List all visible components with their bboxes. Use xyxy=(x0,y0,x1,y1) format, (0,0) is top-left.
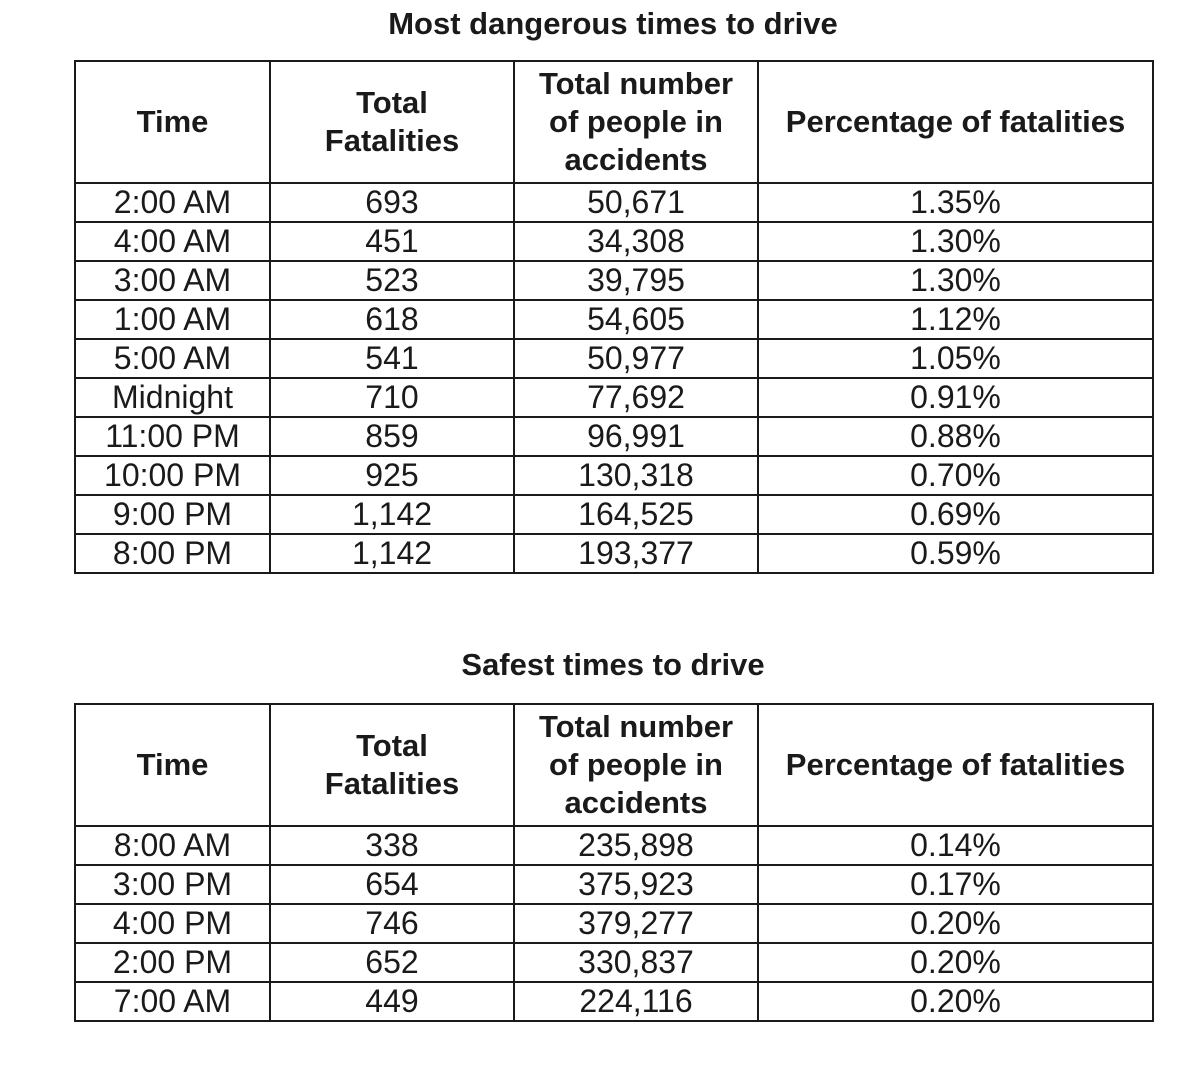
table-row xyxy=(75,339,1153,378)
table-row xyxy=(75,865,1153,904)
table-row xyxy=(75,904,1153,943)
cell-total-people: 77,692 xyxy=(514,378,758,417)
table-row xyxy=(75,456,1153,495)
cell-percentage: 0.20% xyxy=(758,943,1153,982)
cell-total-people: 235,898 xyxy=(514,826,758,865)
column-header-percentage: Percentage of fatalities xyxy=(758,704,1153,826)
table-header-row xyxy=(75,61,1153,183)
table-row xyxy=(75,183,1153,222)
cell-total-fatalities: 541 xyxy=(270,339,514,378)
cell-percentage: 0.70% xyxy=(758,456,1153,495)
column-header-time: Time xyxy=(75,61,270,183)
table-header-row xyxy=(75,704,1153,826)
cell-percentage: 1.30% xyxy=(758,222,1153,261)
table-row xyxy=(75,826,1153,865)
table-row xyxy=(75,300,1153,339)
table-row xyxy=(75,982,1153,1021)
cell-total-fatalities: 859 xyxy=(270,417,514,456)
cell-total-fatalities: 693 xyxy=(270,183,514,222)
cell-percentage: 0.17% xyxy=(758,865,1153,904)
column-header-percentage: Percentage of fatalities xyxy=(758,61,1153,183)
cell-time: 4:00 PM xyxy=(75,904,270,943)
cell-total-people: 96,991 xyxy=(514,417,758,456)
cell-time: 5:00 AM xyxy=(75,339,270,378)
cell-total-people: 34,308 xyxy=(514,222,758,261)
table-row xyxy=(75,261,1153,300)
column-header-total-people: Total number of people in accidents xyxy=(514,704,758,826)
cell-percentage: 1.35% xyxy=(758,183,1153,222)
safest-table-title: Safest times to drive xyxy=(461,647,765,682)
cell-total-people: 193,377 xyxy=(514,534,758,573)
cell-total-people: 379,277 xyxy=(514,904,758,943)
cell-time: Midnight xyxy=(75,378,270,417)
table-row xyxy=(75,495,1153,534)
table-row xyxy=(75,222,1153,261)
cell-total-people: 130,318 xyxy=(514,456,758,495)
cell-time: 9:00 PM xyxy=(75,495,270,534)
table-row xyxy=(75,417,1153,456)
cell-total-fatalities: 654 xyxy=(270,865,514,904)
cell-time: 3:00 PM xyxy=(75,865,270,904)
dangerous-table-title: Most dangerous times to drive xyxy=(388,6,838,41)
cell-total-fatalities: 710 xyxy=(270,378,514,417)
column-header-total-people: Total number of people in accidents xyxy=(514,61,758,183)
cell-total-fatalities: 1,142 xyxy=(270,534,514,573)
safest-times-table xyxy=(74,703,1154,1022)
column-header-total-fatalities: Total Fatalities xyxy=(270,704,514,826)
dangerous-times-table xyxy=(74,60,1154,574)
cell-time: 10:00 PM xyxy=(75,456,270,495)
cell-time: 8:00 AM xyxy=(75,826,270,865)
cell-total-people: 39,795 xyxy=(514,261,758,300)
cell-percentage: 0.88% xyxy=(758,417,1153,456)
cell-percentage: 0.69% xyxy=(758,495,1153,534)
column-header-total-fatalities: Total Fatalities xyxy=(270,61,514,183)
cell-total-people: 164,525 xyxy=(514,495,758,534)
cell-percentage: 0.59% xyxy=(758,534,1153,573)
cell-total-people: 330,837 xyxy=(514,943,758,982)
cell-total-fatalities: 451 xyxy=(270,222,514,261)
cell-time: 2:00 PM xyxy=(75,943,270,982)
column-header-time: Time xyxy=(75,704,270,826)
cell-total-fatalities: 338 xyxy=(270,826,514,865)
cell-total-fatalities: 925 xyxy=(270,456,514,495)
cell-total-people: 54,605 xyxy=(514,300,758,339)
cell-total-fatalities: 746 xyxy=(270,904,514,943)
cell-total-fatalities: 449 xyxy=(270,982,514,1021)
cell-total-people: 50,671 xyxy=(514,183,758,222)
cell-time: 8:00 PM xyxy=(75,534,270,573)
cell-total-fatalities: 652 xyxy=(270,943,514,982)
cell-percentage: 0.20% xyxy=(758,982,1153,1021)
table-row xyxy=(75,943,1153,982)
cell-percentage: 0.91% xyxy=(758,378,1153,417)
cell-percentage: 0.14% xyxy=(758,826,1153,865)
cell-time: 11:00 PM xyxy=(75,417,270,456)
cell-time: 1:00 AM xyxy=(75,300,270,339)
cell-time: 3:00 AM xyxy=(75,261,270,300)
cell-time: 4:00 AM xyxy=(75,222,270,261)
cell-total-fatalities: 523 xyxy=(270,261,514,300)
cell-total-people: 224,116 xyxy=(514,982,758,1021)
cell-total-people: 375,923 xyxy=(514,865,758,904)
cell-total-fatalities: 618 xyxy=(270,300,514,339)
cell-time: 7:00 AM xyxy=(75,982,270,1021)
cell-total-fatalities: 1,142 xyxy=(270,495,514,534)
cell-total-people: 50,977 xyxy=(514,339,758,378)
table-row xyxy=(75,378,1153,417)
cell-percentage: 1.12% xyxy=(758,300,1153,339)
cell-percentage: 0.20% xyxy=(758,904,1153,943)
cell-time: 2:00 AM xyxy=(75,183,270,222)
cell-percentage: 1.05% xyxy=(758,339,1153,378)
table-row xyxy=(75,534,1153,573)
cell-percentage: 1.30% xyxy=(758,261,1153,300)
